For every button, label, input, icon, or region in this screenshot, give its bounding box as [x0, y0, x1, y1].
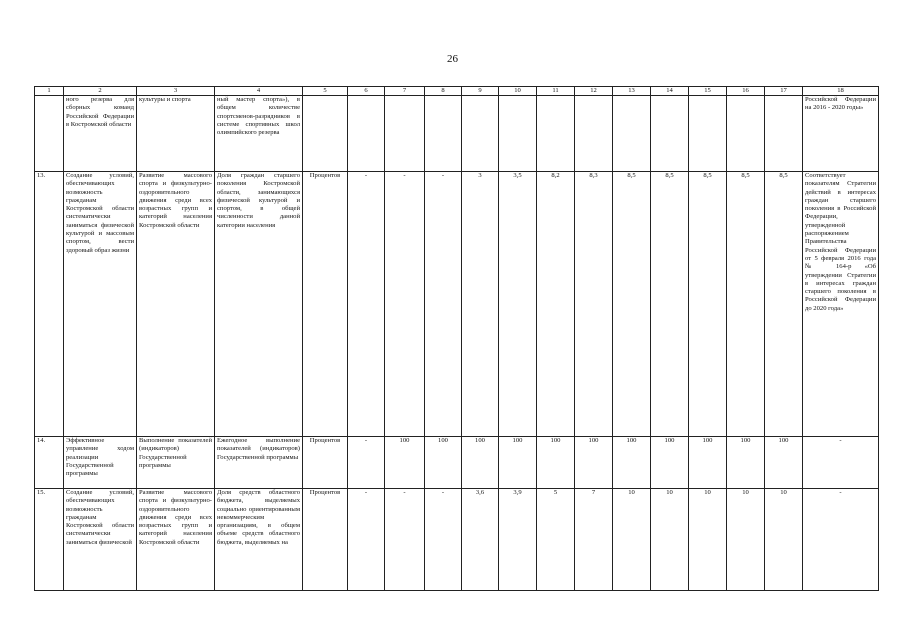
- value-cell: [689, 96, 727, 172]
- value-cell: 100: [425, 437, 462, 489]
- row-number: 13.: [35, 172, 64, 437]
- column-header: 18: [803, 87, 879, 96]
- value-cell: [651, 96, 689, 172]
- value-cell: -: [348, 172, 385, 437]
- value-cell: 100: [613, 437, 651, 489]
- value-cell: -: [348, 437, 385, 489]
- value-cell: [575, 96, 613, 172]
- column-header: 15: [689, 87, 727, 96]
- value-cell: [765, 96, 803, 172]
- value-cell: [499, 96, 537, 172]
- value-cell: 100: [462, 437, 499, 489]
- column-header: 10: [499, 87, 537, 96]
- value-cell: 8,2: [537, 172, 575, 437]
- value-cell: 100: [727, 437, 765, 489]
- value-cell: 100: [499, 437, 537, 489]
- value-cell: 8,5: [613, 172, 651, 437]
- column-header: 12: [575, 87, 613, 96]
- value-cell: -: [425, 172, 462, 437]
- column-header: 17: [765, 87, 803, 96]
- value-cell: 7: [575, 489, 613, 591]
- column-header: 9: [462, 87, 499, 96]
- value-cell: 8,3: [575, 172, 613, 437]
- program-cell: Развитие массового спорта и физкультурно-оздоровительного движения среди всех возрастных групп и категорий населения Костромской области: [137, 172, 215, 437]
- table-row: [35, 489, 879, 591]
- indicator-cell: Доля граждан старшего поколения Костромской области, занимающихся физической культурой и спортом, в общей численности данной категории населения: [215, 172, 303, 437]
- row-number: 15.: [35, 489, 64, 591]
- indicator-cell: Доля средств областного бюджета, выделяемых социально ориентированным некоммерческим организациям, в общем объеме средств областного бюджета, выделяемых на: [215, 489, 303, 591]
- goal-cell: Эффективное управление ходом реализации Государственной программы: [64, 437, 137, 489]
- value-cell: 3,5: [499, 172, 537, 437]
- table-row: [35, 172, 879, 437]
- value-cell: 3,9: [499, 489, 537, 591]
- value-cell: 100: [575, 437, 613, 489]
- value-cell: -: [348, 489, 385, 591]
- column-header: 1: [35, 87, 64, 96]
- program-cell: Выполнение показателей (индикаторов) Государственной программы: [137, 437, 215, 489]
- indicators-table: [34, 86, 879, 591]
- indicator-cell: Ежегодное выполнение показателей (индикаторов) Государственной программы: [215, 437, 303, 489]
- unit-cell: Процентов: [303, 172, 348, 437]
- value-cell: 10: [765, 489, 803, 591]
- column-header: 16: [727, 87, 765, 96]
- indicator-cell: ный мастер спорта»), в общем количестве спортсменов-разрядников в системе спортивных школ олимпийского резерва: [215, 96, 303, 172]
- value-cell: 3: [462, 172, 499, 437]
- column-header: 7: [385, 87, 425, 96]
- value-cell: 100: [537, 437, 575, 489]
- value-cell: 10: [613, 489, 651, 591]
- value-cell: 10: [727, 489, 765, 591]
- program-cell: Развитие массового спорта и физкультурно-оздоровительного движения среди всех возрастных групп и категорий населения Костромской области: [137, 489, 215, 591]
- column-header: 2: [64, 87, 137, 96]
- value-cell: 100: [651, 437, 689, 489]
- value-cell: [462, 96, 499, 172]
- goal-cell: ного резерва для сборных команд Российской Федерации в Костромской области: [64, 96, 137, 172]
- column-header: 14: [651, 87, 689, 96]
- column-header: 11: [537, 87, 575, 96]
- value-cell: [385, 96, 425, 172]
- value-cell: 8,5: [727, 172, 765, 437]
- row-number: 14.: [35, 437, 64, 489]
- value-cell: -: [425, 489, 462, 591]
- value-cell: -: [385, 172, 425, 437]
- value-cell: 8,5: [765, 172, 803, 437]
- note-cell: -: [803, 437, 879, 489]
- column-header: 5: [303, 87, 348, 96]
- unit-cell: [303, 96, 348, 172]
- column-header: 13: [613, 87, 651, 96]
- value-cell: 100: [689, 437, 727, 489]
- row-number: [35, 96, 64, 172]
- unit-cell: Процентов: [303, 437, 348, 489]
- page-number: 26: [447, 53, 458, 65]
- value-cell: 5: [537, 489, 575, 591]
- value-cell: [537, 96, 575, 172]
- value-cell: 100: [385, 437, 425, 489]
- value-cell: 10: [689, 489, 727, 591]
- note-cell: Соответствует показателям Стратегии действий в интересах граждан старшего поколения в Российской Федерации, утвержденной распоряжением Правительства Российской Федерации от 5 февраля 2016 года № 164-р «Об утверждении Стратегии в интересах граждан старшего поколения в Российской Федерации до 2020 года»: [803, 172, 879, 437]
- goal-cell: Создание условий, обеспечивающих возможность гражданам Костромской области систематически заниматься физической: [64, 489, 137, 591]
- value-cell: [348, 96, 385, 172]
- value-cell: [727, 96, 765, 172]
- value-cell: 100: [765, 437, 803, 489]
- column-header: 6: [348, 87, 385, 96]
- note-cell: Российской Федерации на 2016 - 2020 годы»: [803, 96, 879, 172]
- value-cell: [613, 96, 651, 172]
- value-cell: [425, 96, 462, 172]
- column-header: 8: [425, 87, 462, 96]
- column-header: 4: [215, 87, 303, 96]
- value-cell: -: [385, 489, 425, 591]
- value-cell: 8,5: [689, 172, 727, 437]
- table-row: [35, 437, 879, 489]
- column-number-row: [35, 87, 879, 96]
- table-row: [35, 96, 879, 172]
- unit-cell: Процентов: [303, 489, 348, 591]
- value-cell: 10: [651, 489, 689, 591]
- goal-cell: Создание условий, обеспечивающих возможность гражданам Костромской области систематически заниматься физической культурой и массовым спортом, вести здоровый образ жизни: [64, 172, 137, 437]
- value-cell: 8,5: [651, 172, 689, 437]
- program-cell: культуры и спорта: [137, 96, 215, 172]
- note-cell: -: [803, 489, 879, 591]
- value-cell: 3,6: [462, 489, 499, 591]
- column-header: 3: [137, 87, 215, 96]
